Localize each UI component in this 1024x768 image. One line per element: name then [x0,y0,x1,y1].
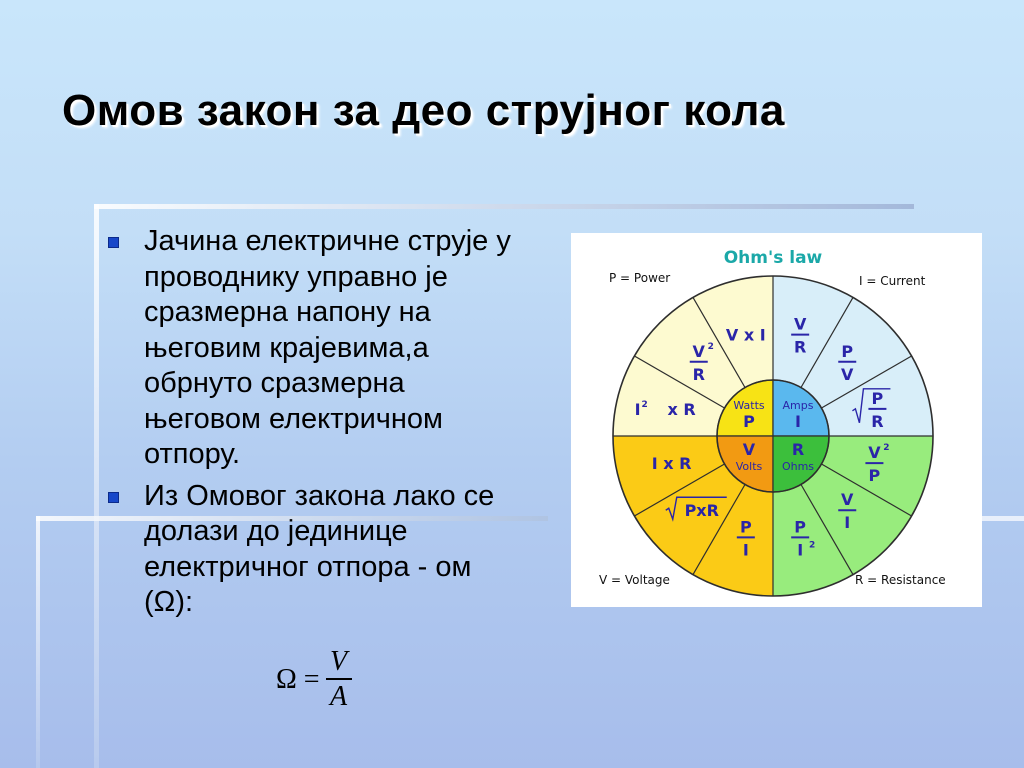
formula-lhs: Ω = [276,663,320,695]
bullet-list [108,224,528,621]
center-unit-label: Amps [782,399,814,412]
formula-denominator: V [841,364,854,384]
formula-denominator: R [692,364,705,384]
formula-denominator: R [794,337,807,357]
square-bullet-icon [108,492,119,503]
formula-text: PxR [684,501,719,521]
formula-denominator: R [871,411,884,431]
formula-text: x R [667,399,696,419]
formula-numerator: V [868,443,881,463]
formula-numerator: V [793,314,807,334]
decorative-bar-vertical [94,204,99,768]
center-unit-label: Ohms [781,460,815,473]
center-unit-label: Watts [733,399,765,412]
formula-text: I [634,399,641,419]
formula-superscript: 2 [883,443,890,454]
bullet-text: Јачина електричне струје у проводнику управно је сразмерна напону на његовим крајевима,а обрнуто сразмерна његовом електричном отпору. [144,225,511,470]
formula-denominator: I [844,513,851,533]
bullet-item [108,224,528,473]
formula-numerator: P [794,517,807,537]
formula-fraction [326,646,352,714]
center-symbol-label: R [791,440,805,459]
formula-numerator: P [739,517,752,537]
formula-denominator: P [868,466,881,486]
formula-superscript: 2 [707,341,714,352]
decorative-bar-mid-vertical [36,516,40,768]
formula-numerator: P [871,388,884,408]
center-unit-label: Volts [735,460,763,473]
formula-text: V x I [725,325,766,345]
center-symbol-label: V [742,440,756,459]
ohms-law-wheel-svg [571,233,982,607]
formula-denominator: I [742,540,749,560]
bullet-text: Из Омовог закона лако се долази до јединице електричног отпора - ом (Ω): [144,479,495,618]
diagram-title: Ohm's law [723,248,823,268]
formula-numerator: V [841,490,854,510]
ohm-unit-formula [276,646,352,714]
formula-denominator: A [330,680,348,712]
corner-label-voltage: V = Voltage [599,573,670,587]
formula-text: I x R [651,454,692,474]
formula-superscript: 2 [641,399,648,410]
corner-label-current: I = Current [859,274,926,288]
formula-numerator: V [692,341,705,361]
slide-title: Омов закон за део струјног кола [62,86,785,135]
bullet-item [108,479,528,621]
ohms-law-wheel [571,233,982,607]
formula-denominator: I [797,540,804,560]
center-symbol-label: P [743,412,755,431]
formula-numerator: P [841,341,854,361]
corner-label-resistance: R = Resistance [855,573,946,587]
formula-numerator: V [330,646,348,677]
center-symbol-label: I [795,412,801,431]
formula-superscript: 2 [809,540,816,551]
decorative-bar-top [94,204,914,209]
decorative-bar-right [982,516,1024,521]
square-bullet-icon [108,237,119,248]
corner-label-power: P = Power [609,271,671,285]
